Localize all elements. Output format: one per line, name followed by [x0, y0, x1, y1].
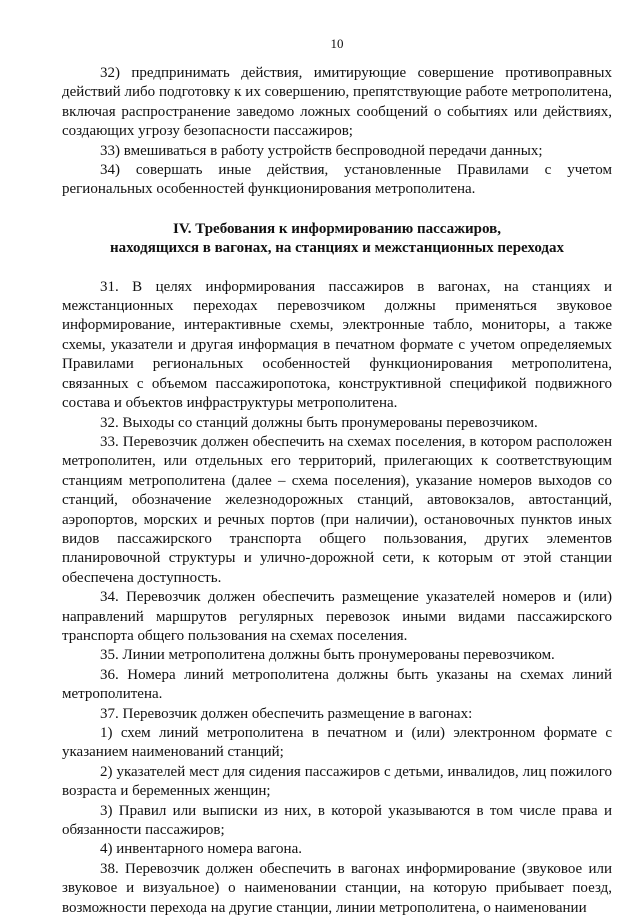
- page-number: 10: [330, 36, 344, 51]
- spacer: [62, 259, 612, 278]
- section-heading-line-1: IV. Требования к информированию пассажиров,: [173, 220, 501, 237]
- clause-31: 31. В целях информирования пассажиров в вагонах, на станциях и межстанционных переходах перевозчиком должны применяться звуковое информирование, интерактивные схемы, электронные табло, мониторы, а также схемы, указатели и другая информация в печатном формате с учетом определяемых Правилами региональных особенностей функционирования метрополитена, связанных с объемом пассажиропотока, конструктивной спецификой подвижного состава и объектов инфраструктуры метрополитена.: [62, 278, 612, 412]
- list-item-32: 32) предпринимать действия, имитирующие совершение противоправных действий либо подготовку к их совершению, препятствующие работе метрополитена, включая распространение заведомо ложных сообщений о событиях или действиях, создающих угрозу безопасности пассажиров;: [62, 65, 612, 140]
- spacer: [62, 200, 612, 220]
- list-item-34: 34) совершать иные действия, установленные Правилами с учетом региональных особенностей функционирования метрополитена.: [62, 162, 612, 198]
- list-item-33: 33) вмешиваться в работу устройств беспроводной передачи данных;: [100, 142, 543, 159]
- clause-37-item-3: 3) Правил или выписки из них, в которой указываются в том числе права и обязанности пассажиров;: [62, 802, 612, 839]
- clause-33: 33. Перевозчик должен обеспечить на схемах поселения, в котором расположен метрополитен, или отдельных его территорий, прилегающих к соответствующим станциям метрополитена (далее – схема поселения), указание номеров выходов со станций, обозначение железнодорожных станций, автовокзалов, автостанций, аэропортов, морских и речных портов (при наличии), остановочных пунктов иных видов пассажирского транспорта общего пользования, других элементов планировочной структуры и улично-дорожной сети, к которым от этой станции обеспечена доступность.: [62, 433, 612, 586]
- clause-35: 35. Линии метрополитена должны быть пронумерованы перевозчиком.: [100, 647, 555, 664]
- clause-38: 38. Перевозчик должен обеспечить в вагонах информирование (звуковое или звуковое и визуальное) о наименовании станции, на которую прибывает поезд, возможности перехода на другие станции, линии метрополитена, о наименовании: [62, 860, 612, 916]
- clause-37-item-1: 1) схем линий метрополитена в печатном и (или) электронном формате с указанием наименований станций;: [62, 725, 612, 761]
- clause-37-item-4: 4) инвентарного номера вагона.: [100, 841, 302, 858]
- section-heading-line-2: находящихся в вагонах, на станциях и межстанционных переходах: [109, 240, 564, 257]
- clause-32: 32. Выходы со станций должны быть пронумерованы перевозчиком.: [100, 414, 538, 431]
- clause-37-item-2: 2) указателей мест для сидения пассажиров с детьми, инвалидов, лиц пожилого возраста и беременных женщин;: [62, 763, 612, 800]
- document-body: [62, 64, 612, 918]
- clause-34: 34. Перевозчик должен обеспечить размещение указателей номеров и (или) направлений маршрутов регулярных перевозок иными видами пассажирского транспорта общего пользования на схемах поселения.: [62, 589, 612, 644]
- clause-36: 36. Номера линий метрополитена должны быть указаны на схемах линий метрополитена.: [62, 666, 612, 703]
- clause-37: 37. Перевозчик должен обеспечить размещение в вагонах:: [100, 705, 473, 722]
